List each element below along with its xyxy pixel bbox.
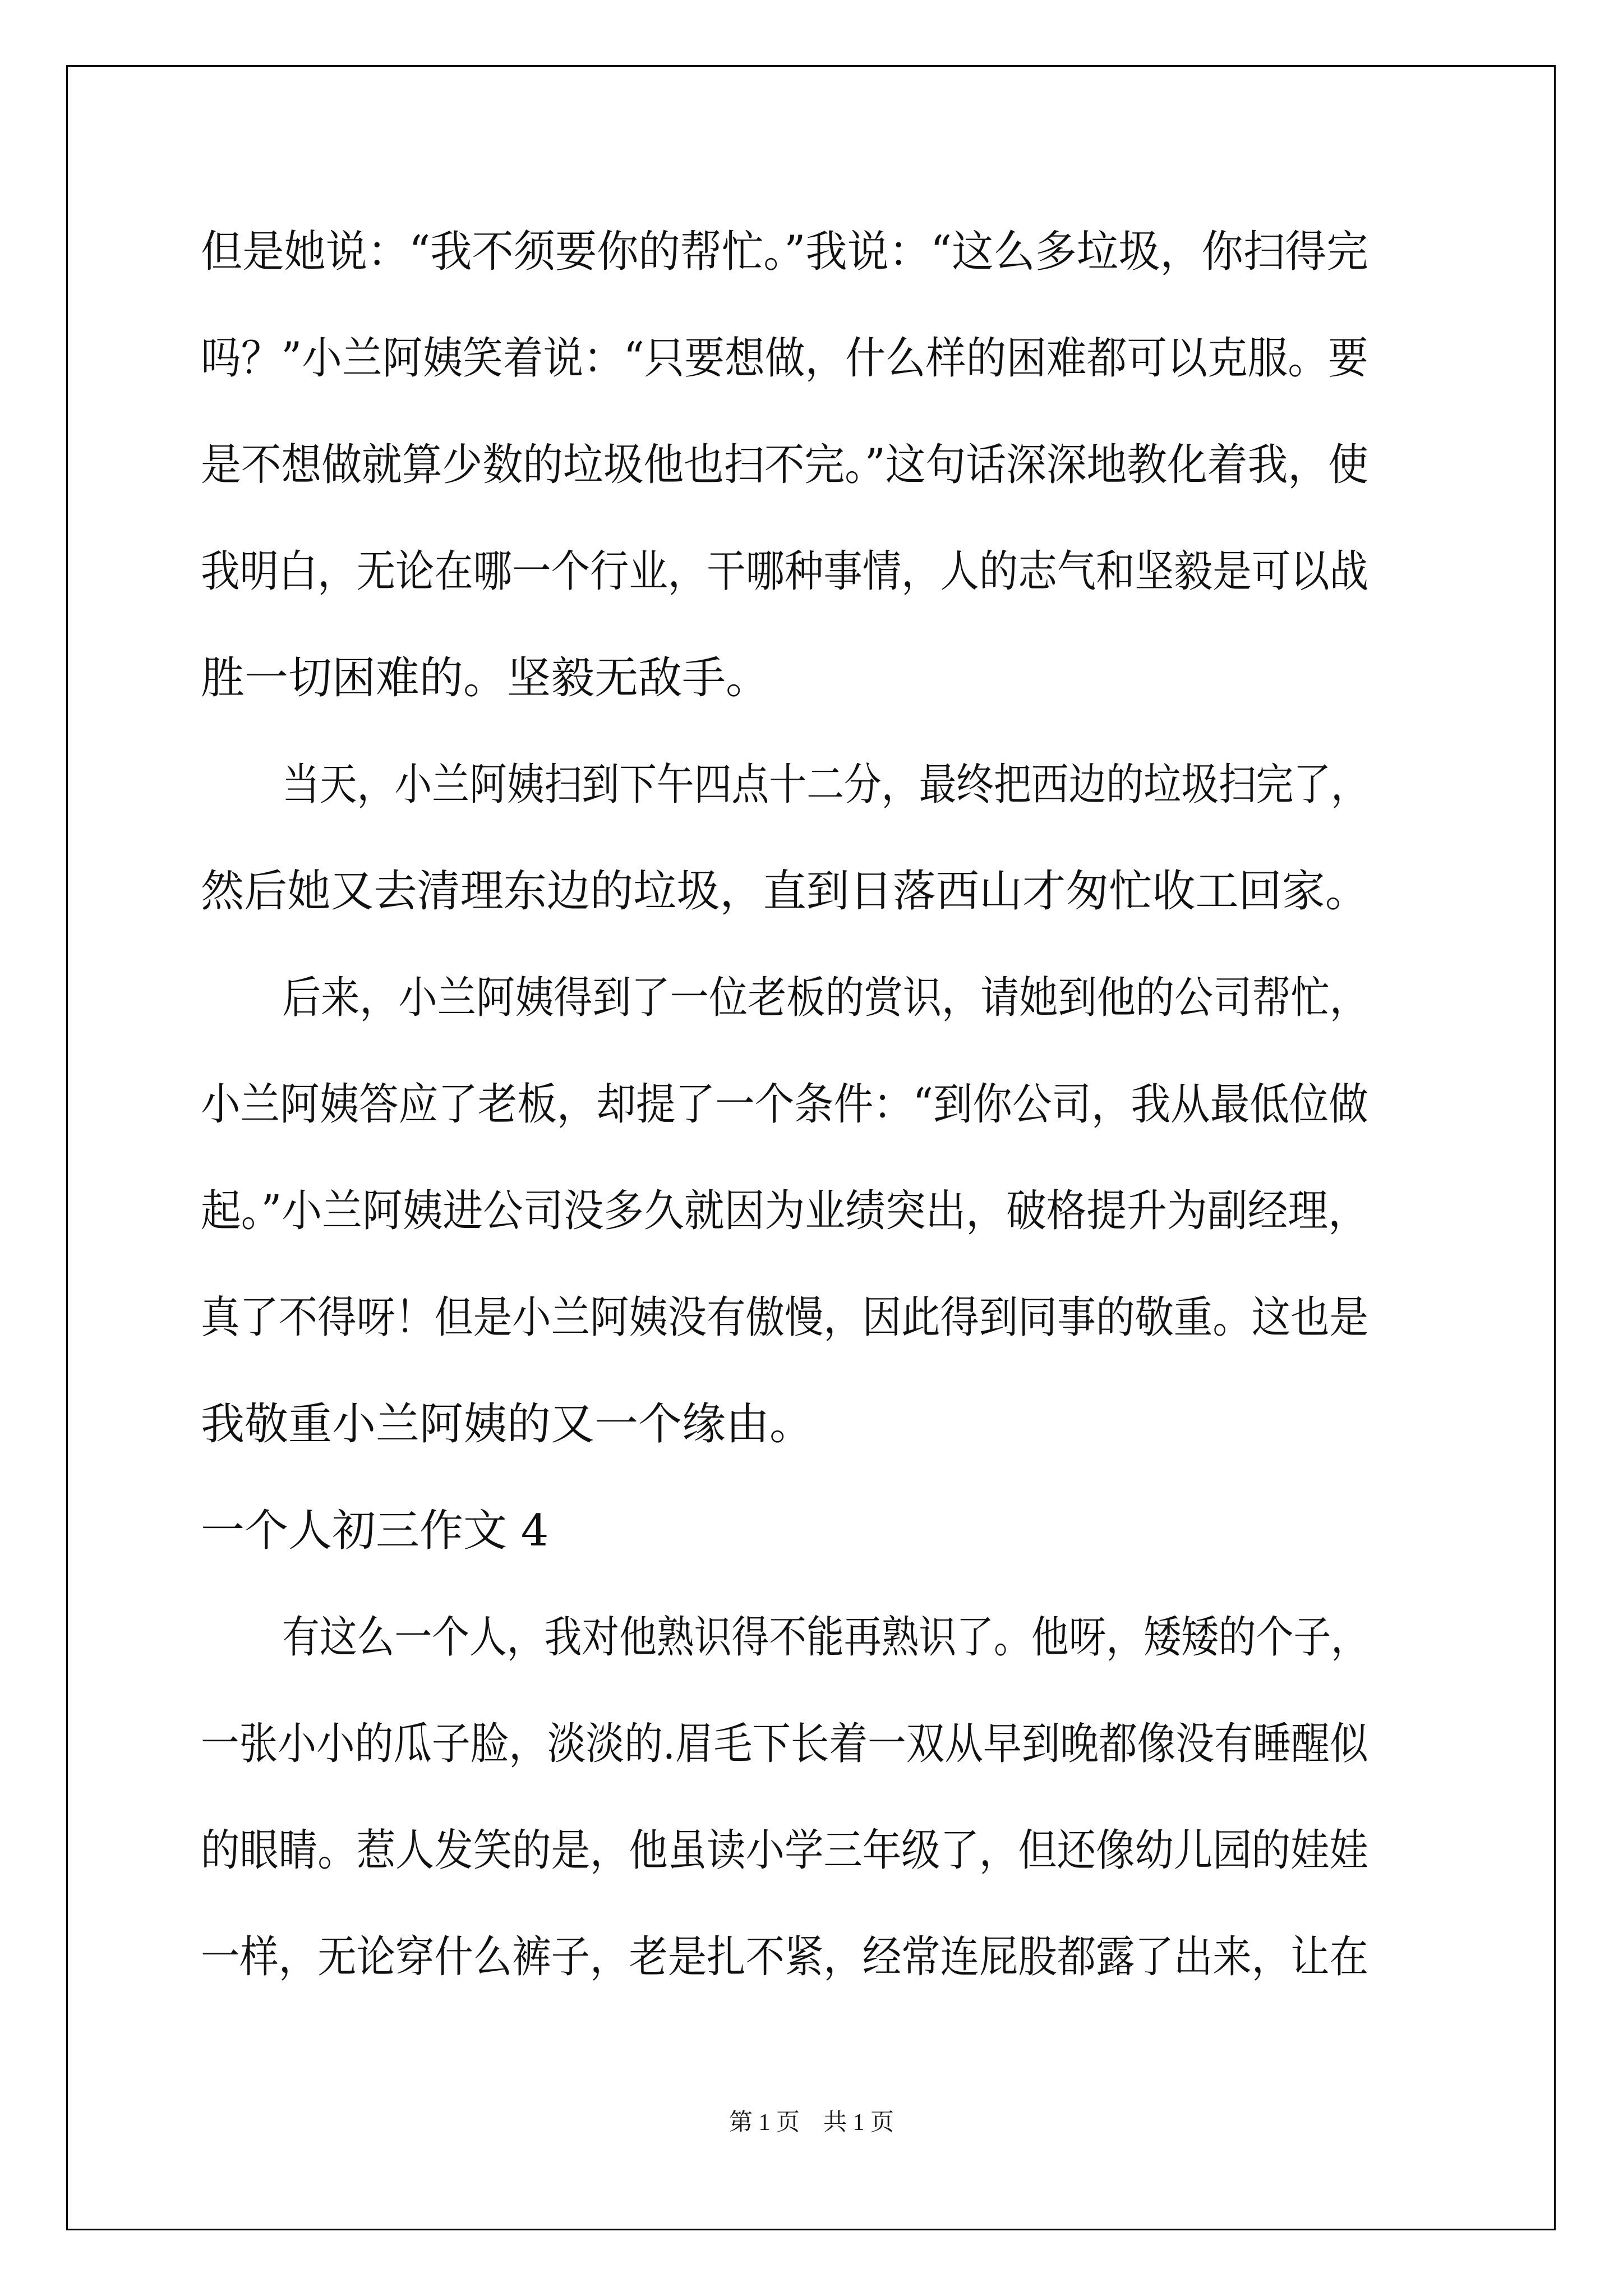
section-heading: 一个人初三作文 4 xyxy=(201,1506,549,1556)
body-text-line: 吗？”小兰阿姨笑着说：“只要想做，什么样的困难都可以克服。要 xyxy=(201,333,1368,384)
body-text-line: 的眼睛。惹人发笑的是，他虽读小学三年级了，但还像幼儿园的娃娃 xyxy=(201,1825,1368,1876)
body-text-line: 但是她说：“我不须要你的帮忙。”我说：“这么多垃圾，你扫得完 xyxy=(201,227,1368,277)
body-text-line: 我敬重小兰阿姨的又一个缘由。 xyxy=(201,1399,814,1450)
paragraph-first-line: 有这么一个人，我对他熟识得不能再熟识了。他呀，矮矮的个子， xyxy=(282,1612,1368,1663)
body-text-line: 胜一切困难的。坚毅无敌手。 xyxy=(201,653,770,703)
body-text-line: 一样，无论穿什么裤子，老是扎不紧，经常连屁股都露了出来，让在 xyxy=(201,1932,1368,1982)
body-text-line: 一张小小的瓜子脸，淡淡的.眉毛下长着一双从早到晚都像没有睡醒似 xyxy=(201,1719,1368,1769)
page-border xyxy=(66,65,1556,2230)
body-text-line: 起。”小兰阿姨进公司没多久就因为业绩突出，破格提升为副经理， xyxy=(201,1186,1368,1236)
body-text-line: 然后她又去清理东边的垃圾，直到日落西山才匆忙收工回家。 xyxy=(201,866,1369,917)
page-footer: 第 1 页 共 1 页 xyxy=(728,2110,894,2136)
body-text-line: 真了不得呀！但是小兰阿姨没有傲慢，因此得到同事的敬重。这也是 xyxy=(201,1292,1368,1343)
paragraph-first-line: 后来，小兰阿姨得到了一位老板的赏识，请她到他的公司帮忙， xyxy=(282,973,1369,1023)
body-text-line: 小兰阿姨答应了老板，却提了一个条件：“到你公司，我从最低位做 xyxy=(201,1079,1368,1130)
body-text-line: 是不想做就算少数的垃圾他也扫不完。”这句话深深地教化着我，使 xyxy=(201,440,1368,490)
paragraph-first-line: 当天，小兰阿姨扫到下午四点十二分，最终把西边的垃圾扫完了， xyxy=(282,760,1368,810)
body-text-line: 我明白，无论在哪一个行业，干哪种事情，人的志气和坚毅是可以战 xyxy=(201,546,1368,597)
